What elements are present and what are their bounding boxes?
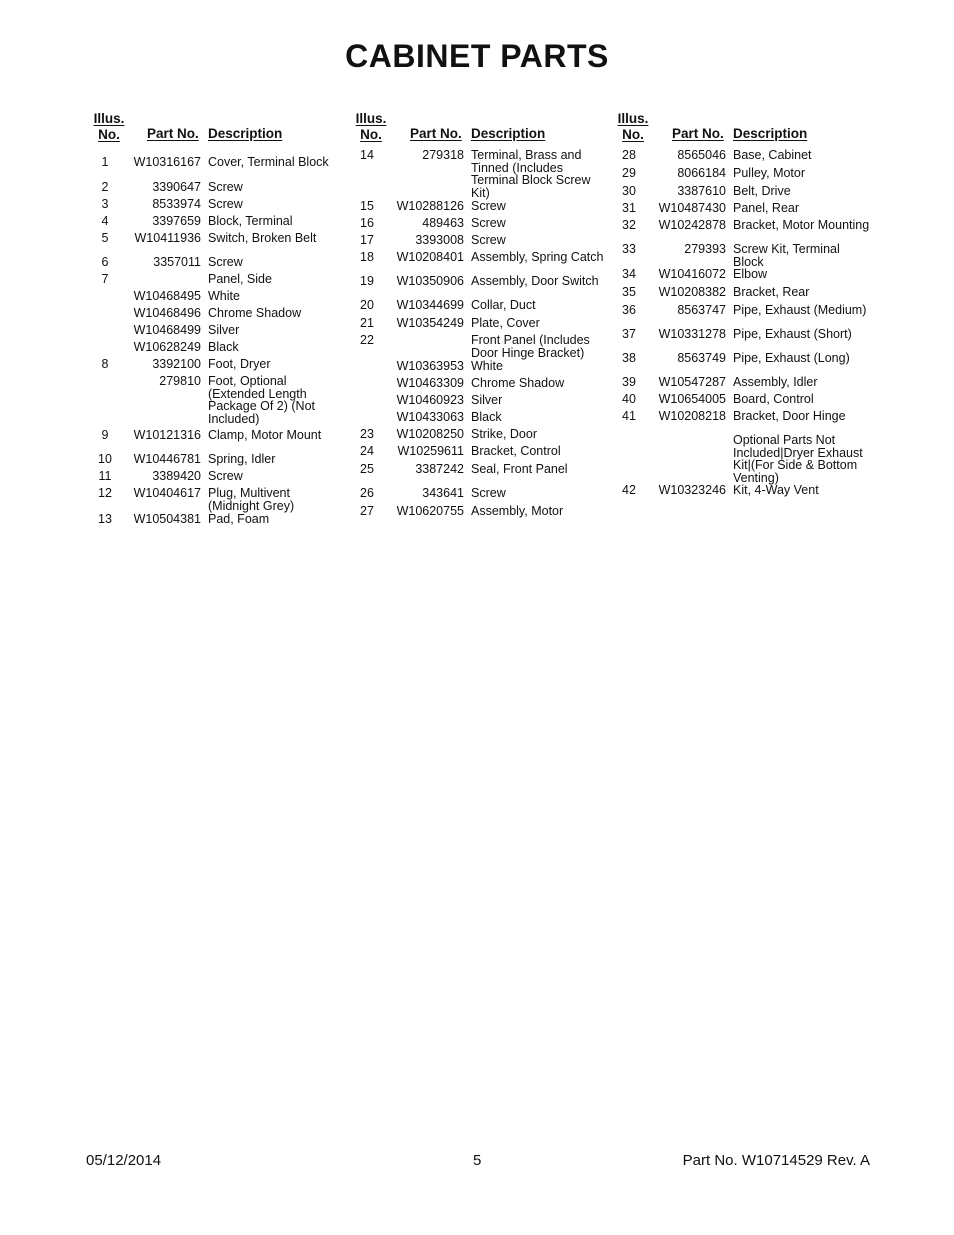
part-description: Panel, Rear [733,201,800,215]
parts-row [352,234,607,247]
part-description: Screw [471,216,506,230]
parts-row [90,307,340,320]
parts-row [90,358,340,371]
part-number: W10504381 [133,512,201,526]
illus-number: 25 [360,462,374,476]
parts-row [614,484,874,497]
parts-column-3 [614,111,874,497]
parts-row [352,217,607,230]
illus-number: 16 [360,216,374,230]
parts-row [614,286,874,299]
illus-number: 34 [622,267,636,281]
parts-row [352,317,607,330]
header-part-no: Part No. [672,126,724,141]
part-number: W10259611 [397,444,464,458]
footer-part-number: Part No. W10714529 Rev. A [682,1152,870,1169]
illus-number: 3 [101,197,109,211]
part-number: 3390647 [152,180,201,194]
footer-page-number: 5 [473,1152,482,1169]
column-header [90,111,340,145]
parts-row [352,149,607,199]
part-number: W10460923 [396,393,464,407]
illus-number: 42 [622,483,636,497]
parts-row [352,445,607,458]
parts-row [90,487,340,512]
illus-number: 8 [101,357,109,371]
part-description: White [471,359,503,373]
parts-row [352,428,607,441]
part-number: 279318 [422,148,464,162]
part-description: Pulley, Motor [733,166,806,180]
part-number: W10350906 [396,274,464,288]
part-description: Plate, Cover [471,316,540,330]
parts-row [352,275,607,288]
part-description: Bracket, Door Hinge [733,409,846,423]
part-number: W10468499 [133,323,201,337]
part-description: Silver [208,323,240,337]
part-description: Bracket, Rear [733,285,810,299]
illus-number: 39 [622,375,636,389]
header-illus-no [614,111,652,142]
illus-number: 11 [98,469,112,483]
part-description: Bracket, Control [471,444,561,458]
part-description: Switch, Broken Belt [208,231,317,245]
illus-number: 22 [360,333,374,347]
illus-number: 19 [360,274,374,288]
illus-number: 32 [622,218,636,232]
parts-row [352,505,607,518]
part-number: 489463 [422,216,464,230]
parts-row [614,268,874,281]
part-number: W10121316 [133,428,201,442]
part-number: W10354249 [396,316,464,330]
column-header [614,111,874,145]
parts-row [352,394,607,407]
part-number: 3357011 [153,255,201,269]
part-description: Screw [208,255,243,269]
illus-number: 40 [622,392,636,406]
part-number: W10208250 [396,427,464,441]
part-number: W10468495 [133,289,201,303]
part-description: Pipe, Exhaust (Long) [733,351,850,365]
header-description: Description [208,126,283,141]
parts-row [90,256,340,269]
part-number: 8563749 [677,351,726,365]
part-number: 8533974 [152,197,201,211]
part-description: Black [208,340,239,354]
part-number: W10446781 [133,452,201,466]
part-description: Collar, Duct [471,298,536,312]
part-number: 279810 [159,374,201,388]
part-number: W10404617 [133,486,201,500]
part-description: Plug, Multivent (Midnight Grey) [208,486,295,513]
part-number: W10323246 [658,483,726,497]
part-description: Panel, Side [208,272,272,286]
header-description: Description [733,126,808,141]
illus-number: 7 [101,272,109,286]
part-description: Strike, Door [471,427,537,441]
part-number: 3387242 [415,462,464,476]
part-number: 3389420 [152,469,201,483]
part-number: W10468496 [133,306,201,320]
parts-row [90,181,340,194]
parts-row [614,352,874,365]
illus-number: 26 [360,486,374,500]
parts-row [352,411,607,424]
illus-number: 9 [101,428,109,442]
part-description: Block, Terminal [208,214,293,228]
part-number: 3387610 [677,184,726,198]
parts-row [614,304,874,317]
parts-row [614,185,874,198]
part-description: Screw [208,197,243,211]
parts-row [614,434,874,484]
part-description: Elbow [733,267,768,281]
column-header [352,111,607,145]
part-number: W10363953 [396,359,464,373]
part-description: Kit, 4-Way Vent [733,483,819,497]
part-description: Clamp, Motor Mount [208,428,322,442]
parts-row [352,377,607,390]
part-number: W10547287 [658,375,726,389]
parts-row [352,334,607,359]
part-number: 8565046 [677,148,726,162]
part-description: Assembly, Motor [471,504,564,518]
header-illus-label: Illus. [617,111,649,126]
illus-number: 35 [622,285,636,299]
header-illus-no [90,111,128,142]
part-description: Screw [208,180,243,194]
parts-row [352,487,607,500]
part-description: Assembly, Door Switch [471,274,599,288]
header-no-label: No. [98,126,120,142]
part-description: Screw [208,469,243,483]
parts-row [90,470,340,483]
part-description: Screw [471,486,506,500]
illus-number: 38 [622,351,636,365]
part-description: Cover, Terminal Block [208,155,329,169]
part-description: Black [471,410,502,424]
part-description: Screw Kit, Terminal Block [733,242,840,269]
illus-number: 17 [360,233,374,247]
part-number: W10208218 [658,409,726,423]
part-number: W10628249 [133,340,201,354]
part-description: Chrome Shadow [471,376,565,390]
parts-row [90,429,340,442]
parts-row [90,198,340,211]
part-number: 8563747 [677,303,726,317]
part-number: W10316167 [133,155,201,169]
footer-date: 05/12/2014 [86,1152,162,1169]
part-number: 3393008 [415,233,464,247]
illus-number: 37 [622,327,636,341]
part-number: W10433063 [396,410,464,424]
parts-row [352,251,607,264]
part-description: Foot, Dryer [208,357,271,371]
illus-number: 6 [101,255,109,269]
parts-row [352,200,607,213]
illus-number: 36 [622,303,636,317]
part-number: 3397659 [152,214,201,228]
part-number: W10463309 [396,376,464,390]
illus-number: 13 [98,512,112,526]
parts-row [614,167,874,180]
illus-number: 31 [622,201,636,215]
header-illus-label: Illus. [355,111,387,126]
parts-row [90,273,340,286]
parts-row [352,299,607,312]
parts-row [614,410,874,423]
illus-number: 15 [360,199,374,213]
parts-row [614,376,874,389]
illus-number: 12 [98,486,112,500]
parts-row [352,463,607,476]
illus-number: 2 [101,180,109,194]
parts-column-1 [90,111,340,526]
parts-row [614,202,874,215]
part-description: Base, Cabinet [733,148,812,162]
part-description: Spring, Idler [208,452,276,466]
part-number: W10487430 [658,201,726,215]
part-number: W10344699 [396,298,464,312]
parts-row [90,375,340,425]
part-description: Belt, Drive [733,184,791,198]
header-part-no: Part No. [147,126,199,141]
parts-row [90,341,340,354]
part-description: Bracket, Motor Mounting [733,218,870,232]
header-no-label: No. [360,126,382,142]
parts-row [90,290,340,303]
parts-row [352,360,607,373]
parts-row [90,232,340,245]
part-description: Front Panel (Includes Door Hinge Bracket) [471,333,590,360]
part-description: Assembly, Idler [733,375,818,389]
part-description: Pipe, Exhaust (Medium) [733,303,867,317]
part-number: W10654005 [658,392,726,406]
part-description: Assembly, Spring Catch [471,250,604,264]
header-description: Description [471,126,546,141]
illus-number: 24 [360,444,374,458]
part-description: Screw [471,233,506,247]
illus-number: 41 [622,409,636,423]
part-number: W10288126 [396,199,464,213]
illus-number: 23 [360,427,374,441]
illus-number: 5 [101,231,109,245]
part-number: 8066184 [677,166,726,180]
page-title: CABINET PARTS [345,38,609,74]
part-description: Board, Control [733,392,814,406]
part-number: 3392100 [152,357,201,371]
parts-column-2 [352,111,607,518]
parts-row [614,219,874,232]
illus-number: 28 [622,148,636,162]
illus-number: 21 [360,316,374,330]
part-description: Seal, Front Panel [471,462,568,476]
part-number: W10242878 [658,218,726,232]
parts-row [90,215,340,228]
parts-row [90,513,340,526]
part-description: White [208,289,240,303]
part-number: W10620755 [396,504,464,518]
part-description: Optional Parts Not Included|Dryer Exhaust Kit|(For Side & Bottom Venting) [733,433,863,485]
illus-number: 27 [360,504,374,518]
part-description: Chrome Shadow [208,306,302,320]
header-no-label: No. [622,126,644,142]
part-description: Foot, Optional (Extended Length Package Of 2) (Not Included) [208,374,315,426]
illus-number: 1 [101,155,109,169]
illus-number: 20 [360,298,374,312]
part-number: 279393 [684,242,726,256]
illus-number: 18 [360,250,374,264]
illus-number: 14 [360,148,374,162]
parts-row [614,243,874,268]
parts-row [614,149,874,162]
illus-number: 4 [101,214,109,228]
part-description: Pipe, Exhaust (Short) [733,327,852,341]
illus-number: 10 [98,452,112,466]
parts-row [90,156,340,169]
parts-row [90,453,340,466]
header-illus-label: Illus. [93,111,125,126]
part-description: Pad, Foam [208,512,270,526]
illus-number: 29 [622,166,636,180]
parts-row [90,324,340,337]
header-part-no: Part No. [410,126,462,141]
part-number: W10331278 [658,327,726,341]
part-number: W10208401 [396,250,464,264]
part-description: Screw [471,199,506,213]
illus-number: 33 [622,242,636,256]
header-illus-no [352,111,390,142]
part-number: W10208382 [658,285,726,299]
parts-row [614,393,874,406]
parts-row [614,328,874,341]
part-number: W10411936 [134,231,201,245]
illus-number: 30 [622,184,636,198]
part-description: Silver [471,393,503,407]
part-number: W10416072 [658,267,726,281]
part-number: 343641 [422,486,464,500]
part-description: Terminal, Brass and Tinned (Includes Terminal Block Screw Kit) [471,148,591,200]
